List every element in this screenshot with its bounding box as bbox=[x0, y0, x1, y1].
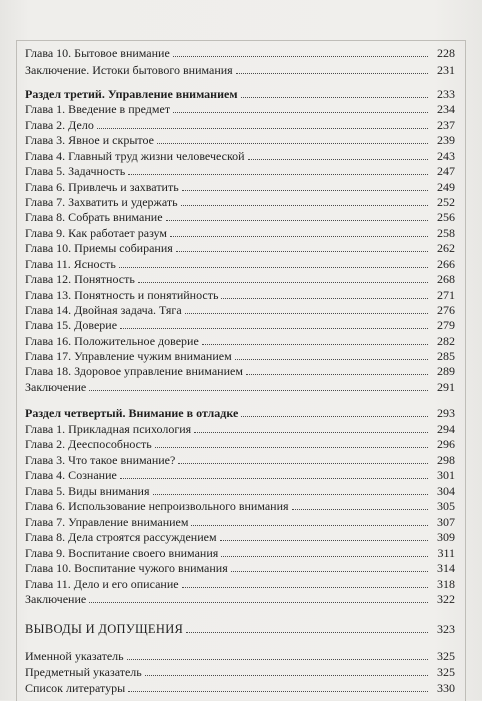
toc-entry-title: Заключение. Истоки бытового внимания bbox=[25, 63, 233, 77]
toc-page-number: 304 bbox=[437, 484, 455, 498]
toc-entry-title: Глава 11. Дело и его описание bbox=[25, 577, 179, 591]
toc-entry bbox=[25, 347, 455, 363]
toc-page-number: 279 bbox=[437, 318, 455, 332]
dot-leader bbox=[178, 460, 428, 464]
toc-entry-title: Глава 17. Управление чужим вниманием bbox=[25, 349, 232, 363]
toc-entry-title: Глава 11. Ясность bbox=[25, 257, 116, 271]
toc-entry-title: Глава 15. Доверие bbox=[25, 318, 118, 332]
toc-entry-title: Глава 4. Сознание bbox=[25, 468, 117, 482]
toc-entry bbox=[25, 147, 455, 163]
toc-entry bbox=[25, 420, 455, 436]
dot-leader bbox=[221, 295, 428, 299]
dot-leader bbox=[176, 248, 428, 252]
toc-entry-title: Глава 2. Дело bbox=[25, 118, 94, 132]
toc-entry bbox=[25, 378, 455, 394]
toc-page-number: 291 bbox=[437, 380, 455, 394]
toc-entry bbox=[25, 116, 455, 132]
toc-page-number: 252 bbox=[437, 195, 455, 209]
dot-leader bbox=[120, 475, 428, 479]
toc-entry bbox=[25, 131, 455, 147]
dot-leader bbox=[221, 553, 428, 557]
toc-entry-title: Глава 4. Главный труд жизни человеческой bbox=[25, 149, 245, 163]
toc-entry bbox=[25, 362, 455, 378]
toc-entry-title: Глава 3. Явное и скрытое bbox=[25, 133, 154, 147]
toc-entry-title: Глава 7. Захватить и удержать bbox=[25, 195, 178, 209]
toc-entry bbox=[25, 224, 455, 240]
dot-leader bbox=[186, 629, 428, 633]
toc-entry-title: Глава 1. Прикладная психология bbox=[25, 422, 192, 436]
dot-leader bbox=[246, 371, 428, 375]
toc-entry bbox=[25, 513, 455, 529]
dot-leader bbox=[220, 537, 428, 541]
dot-leader bbox=[191, 522, 428, 526]
dot-leader bbox=[170, 233, 428, 237]
toc-page-number: 305 bbox=[437, 499, 455, 513]
dot-leader bbox=[235, 356, 428, 360]
toc-page-number: 233 bbox=[437, 87, 455, 101]
toc-page-number: 266 bbox=[437, 257, 455, 271]
toc-entry-title: Предметный указатель bbox=[25, 665, 142, 679]
toc-entry bbox=[25, 435, 455, 451]
toc-entry-title: Глава 14. Двойная задача. Тяга bbox=[25, 303, 182, 317]
toc-entry bbox=[25, 482, 455, 498]
dot-leader bbox=[119, 264, 428, 268]
toc-page-number: 285 bbox=[437, 349, 455, 363]
toc-page-number: 309 bbox=[437, 530, 455, 544]
toc-page-number: 298 bbox=[437, 453, 455, 467]
toc-page-number: 262 bbox=[437, 241, 455, 255]
toc-entry bbox=[25, 162, 455, 178]
toc-entry-title: Глава 1. Введение в предмет bbox=[25, 102, 171, 116]
toc-page-number: 249 bbox=[437, 180, 455, 194]
toc-page-number: 282 bbox=[437, 334, 455, 348]
dot-leader bbox=[248, 156, 428, 160]
toc-page-number: 239 bbox=[437, 133, 455, 147]
dot-leader bbox=[138, 279, 428, 283]
dot-leader bbox=[173, 53, 428, 57]
toc-page-number: 325 bbox=[437, 649, 455, 663]
toc-entry-title: Глава 6. Использование непроизвольного внимания bbox=[25, 499, 289, 513]
toc-entry bbox=[25, 239, 455, 255]
toc-entry-title: Глава 10. Бытовое внимание bbox=[25, 46, 170, 60]
toc-page-number: 237 bbox=[437, 118, 455, 132]
toc-page-number: 228 bbox=[437, 46, 455, 60]
toc-entry bbox=[25, 466, 455, 482]
toc-entry bbox=[25, 590, 455, 606]
toc-entry bbox=[25, 544, 455, 560]
toc-entry bbox=[25, 663, 455, 679]
toc-entry-title: Глава 2. Дееспособность bbox=[25, 437, 152, 451]
toc-entry-title: ВЫВОДЫ И ДОПУЩЕНИЯ bbox=[25, 622, 184, 636]
toc-page-number: 301 bbox=[437, 468, 455, 482]
toc-page-number: 311 bbox=[437, 546, 455, 560]
toc-entry bbox=[25, 208, 455, 224]
toc-entry-title: Список литературы bbox=[25, 681, 126, 695]
toc-page-number: 289 bbox=[437, 364, 455, 378]
toc-entry bbox=[25, 61, 455, 77]
toc-entry bbox=[25, 647, 455, 663]
toc-entry-title: Раздел третий. Управление вниманием bbox=[25, 87, 238, 101]
dot-leader bbox=[127, 656, 428, 660]
dot-leader bbox=[236, 70, 428, 74]
toc-entry-title: Заключение bbox=[25, 380, 87, 394]
dot-leader bbox=[182, 584, 428, 588]
toc-entry-title: Глава 6. Привлечь и захватить bbox=[25, 180, 179, 194]
toc-entry bbox=[25, 100, 455, 116]
dot-leader bbox=[157, 140, 428, 144]
dot-leader bbox=[202, 341, 428, 345]
dot-leader bbox=[173, 109, 428, 113]
toc-part-heading bbox=[25, 620, 455, 636]
dot-leader bbox=[182, 187, 428, 191]
toc-page-number: 330 bbox=[437, 681, 455, 695]
dot-leader bbox=[153, 491, 429, 495]
toc-entry bbox=[25, 679, 455, 695]
toc-page-number: 234 bbox=[437, 102, 455, 116]
toc-entry bbox=[25, 270, 455, 286]
dot-leader bbox=[120, 325, 428, 329]
dot-leader bbox=[89, 599, 428, 603]
dot-leader bbox=[231, 568, 428, 572]
toc-entry-title: Глава 5. Виды внимания bbox=[25, 484, 150, 498]
toc-entry-title: Глава 8. Собрать внимание bbox=[25, 210, 163, 224]
toc-entry-title: Глава 13. Понятность и понятийность bbox=[25, 288, 219, 302]
toc-entry bbox=[25, 178, 455, 194]
dot-leader bbox=[128, 171, 428, 175]
dot-leader bbox=[89, 387, 428, 391]
toc-entry bbox=[25, 301, 455, 317]
toc-entry bbox=[25, 332, 455, 348]
toc-entry-title: Глава 16. Положительное доверие bbox=[25, 334, 199, 348]
toc-page-number: 314 bbox=[437, 561, 455, 575]
toc-page-number: 268 bbox=[437, 272, 455, 286]
toc-page-number: 318 bbox=[437, 577, 455, 591]
toc-entry-title: Глава 9. Как работает разум bbox=[25, 226, 167, 240]
toc-entry-title: Глава 3. Что такое внимание? bbox=[25, 453, 176, 467]
toc-entry bbox=[25, 193, 455, 209]
toc-page-number: 258 bbox=[437, 226, 455, 240]
toc-page-number: 322 bbox=[437, 592, 455, 606]
toc-page-number: 256 bbox=[437, 210, 455, 224]
dot-leader bbox=[241, 94, 428, 98]
toc-entry bbox=[25, 559, 455, 575]
toc-entry bbox=[25, 316, 455, 332]
toc-entry-title: Именной указатель bbox=[25, 649, 124, 663]
toc-entry bbox=[25, 255, 455, 271]
toc-page-number: 293 bbox=[437, 406, 455, 420]
toc-page-number: 325 bbox=[437, 665, 455, 679]
toc-entry-title: Глава 18. Здоровое управление вниманием bbox=[25, 364, 243, 378]
dot-leader bbox=[241, 413, 428, 417]
dot-leader bbox=[194, 429, 428, 433]
toc-page-number: 294 bbox=[437, 422, 455, 436]
toc-section-heading bbox=[25, 404, 455, 420]
toc-entry-title: Глава 9. Воспитание своего внимания bbox=[25, 546, 219, 560]
dot-leader bbox=[97, 125, 428, 129]
dot-leader bbox=[155, 444, 428, 448]
toc-page-number: 231 bbox=[437, 63, 455, 77]
toc-page-number: 276 bbox=[437, 303, 455, 317]
dot-leader bbox=[145, 672, 428, 676]
toc-page-number: 243 bbox=[437, 149, 455, 163]
toc-entry-title: Глава 7. Управление вниманием bbox=[25, 515, 189, 529]
toc-page-number: 296 bbox=[437, 437, 455, 451]
toc-entry bbox=[25, 44, 455, 60]
dot-leader bbox=[292, 506, 428, 510]
dot-leader bbox=[128, 688, 428, 692]
toc-entry bbox=[25, 497, 455, 513]
toc-entry-title: Глава 10. Приемы собирания bbox=[25, 241, 173, 255]
toc-entry bbox=[25, 528, 455, 544]
toc-entry-title: Глава 8. Дела строятся рассуждением bbox=[25, 530, 217, 544]
toc-entry bbox=[25, 286, 455, 302]
toc-page-number: 307 bbox=[437, 515, 455, 529]
dot-leader bbox=[185, 310, 428, 314]
toc-entry-title: Глава 5. Задачность bbox=[25, 164, 126, 178]
dot-leader bbox=[181, 202, 428, 206]
dot-leader bbox=[166, 217, 428, 221]
toc-page-number: 271 bbox=[437, 288, 455, 302]
toc-entry-title: Заключение bbox=[25, 592, 87, 606]
toc-entry bbox=[25, 451, 455, 467]
toc-entry-title: Раздел четвертый. Внимание в отладке bbox=[25, 406, 239, 420]
toc-entry-title: Глава 12. Понятность bbox=[25, 272, 135, 286]
toc-page-number: 323 bbox=[437, 622, 455, 636]
toc-page-number: 247 bbox=[437, 164, 455, 178]
toc-entry-title: Глава 10. Воспитание чужого внимания bbox=[25, 561, 228, 575]
toc-section-heading bbox=[25, 85, 455, 101]
toc-entry bbox=[25, 575, 455, 591]
